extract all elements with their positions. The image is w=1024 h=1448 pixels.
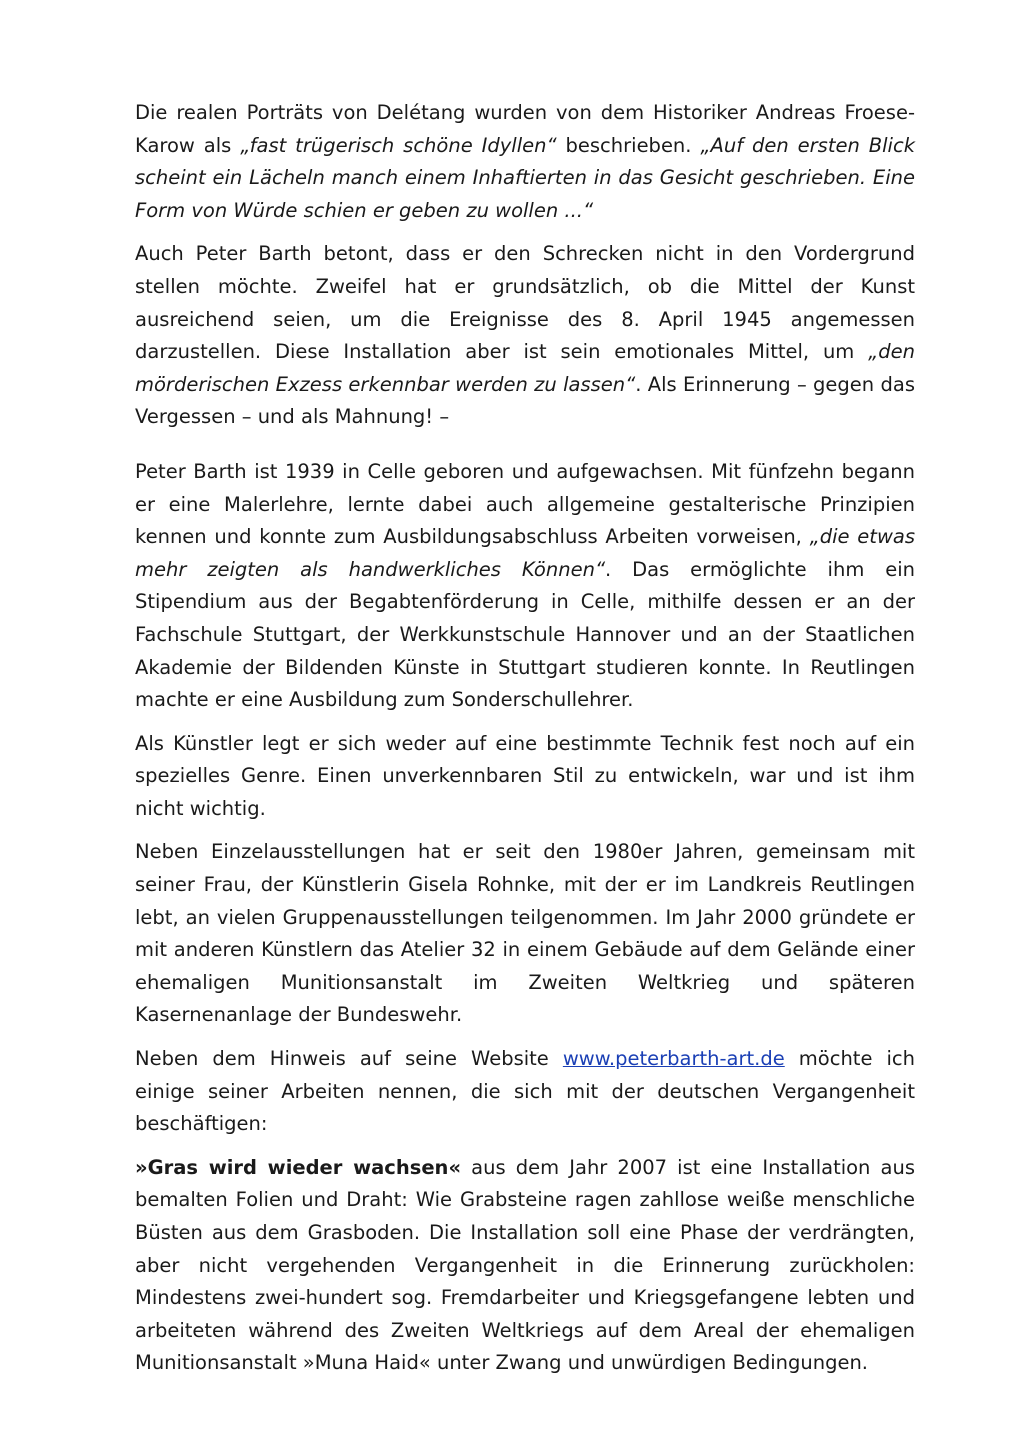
- paragraph-ausstellungen: [135, 836, 915, 1032]
- paragraph-barth-schrecken: [135, 238, 915, 434]
- text-run: Neben Einzelausstellungen hat er seit den 1980er Jahren, gemeinsam mit seiner Frau, der Künstlerin Gisela Rohnke, mit der er im Landkreis Reutlingen lebt, an vielen Gruppenausstellungen teilgenommen. Im Jahr 2000 gründete er mit anderen Künstlern das Atelier 32 in einem Gebäude auf dem Gelände einer ehemaligen Munitionsanstalt im Zweiten Weltkrieg und späteren Kasernenanlage der Bundeswehr.: [135, 840, 915, 1027]
- text-run: Die realen Porträts von Delétang wurden von dem Historiker Andreas Froese-Karow als: [135, 101, 915, 157]
- quote-handwerk: „die etwas mehr zeigten als handwerkliches Können“: [135, 525, 915, 581]
- text-run: Als Künstler legt er sich weder auf eine bestimmte Technik fest noch auf ein spezielles Genre. Einen unverkennbaren Stil zu entwickeln, war und ist ihm nicht wichtig.: [135, 731, 915, 820]
- quote-erster-blick: „Auf den ersten Blick scheint ein Lächeln manch einem Inhaftierten in das Gesicht geschrieben. Eine Form von Würde schien er geben zu wollen ...“: [135, 133, 915, 222]
- quote-exzess: „den mörderischen Exzess erkennbar werden zu lassen“: [135, 340, 915, 396]
- paragraph-kuenstler-stil: [135, 728, 915, 826]
- text-run: . Als Erinnerung – gegen das Vergessen – und als Mahnung! –: [135, 372, 915, 429]
- text-run: Neben dem Hinweis auf seine Website: [135, 1047, 563, 1071]
- text-run: Peter Barth ist 1939 in Celle geboren und aufgewachsen. Mit fünfzehn begann er eine Malerlehre, lernte dabei auch allgemeine gestalterische Prinzipien kennen und konnte zum Ausbildungsabschluss Arbeiten vorweisen,: [135, 459, 915, 549]
- website-link[interactable]: www.peterbarth-art.de: [562, 1047, 785, 1071]
- text-run: beschrieben.: [556, 133, 701, 157]
- text-run: aus dem Jahr 2007 ist eine Installation aus bemalten Folien und Draht: Wie Grabsteine ragen zahllose weiße menschliche Büsten aus dem Grasboden. Die Installation soll eine Phase der verdrängten, aber nicht vergehenden Vergangenheit in die Erinnerung zurückholen: Mindestens zwei-hundert sog. Fremdarbeiter und Kriegsgefangene lebten und arbeiteten während des Zweiten Weltkriegs auf dem Areal der ehemaligen Munitionsanstalt »Muna Haid« unter Zwang und unwürdigen Bedingungen.: [135, 1155, 916, 1375]
- document-page: [135, 97, 915, 1391]
- paragraph-deletang-portraits: [135, 97, 915, 227]
- work-title: »Gras wird wieder wachsen«: [135, 1155, 462, 1179]
- quote-idyllen: „fast trügerisch schöne Idyllen“: [240, 133, 557, 157]
- text-run: . Das ermöglichte ihm ein Stipendium aus der Begabtenförderung in Celle, mithilfe dessen er an der Fachschule Stuttgart, der Werkkunstschule Hannover und an der Staatlichen Akademie der Bildenden Künste in Stuttgart studieren konnte. In Reutlingen machte er eine Ausbildung zum Sonderschullehrer.: [135, 557, 915, 712]
- paragraph-website: [135, 1043, 915, 1141]
- text-run: Auch Peter Barth betont, dass er den Schrecken nicht in den Vordergrund stellen möchte. Zweifel hat er grundsätzlich, ob die Mittel der Kunst ausreichend seien, um die Ereignisse des 8. April 1945 angemessen darzustellen. Diese Installation aber ist sein emotionales Mittel, um: [135, 242, 915, 364]
- paragraph-gras-wird-wieder-wachsen: [135, 1152, 915, 1380]
- text-run: möchte ich einige seiner Arbeiten nennen, die sich mit der deutschen Vergangenheit beschäftigen:: [135, 1047, 916, 1136]
- paragraph-biography: [135, 456, 915, 717]
